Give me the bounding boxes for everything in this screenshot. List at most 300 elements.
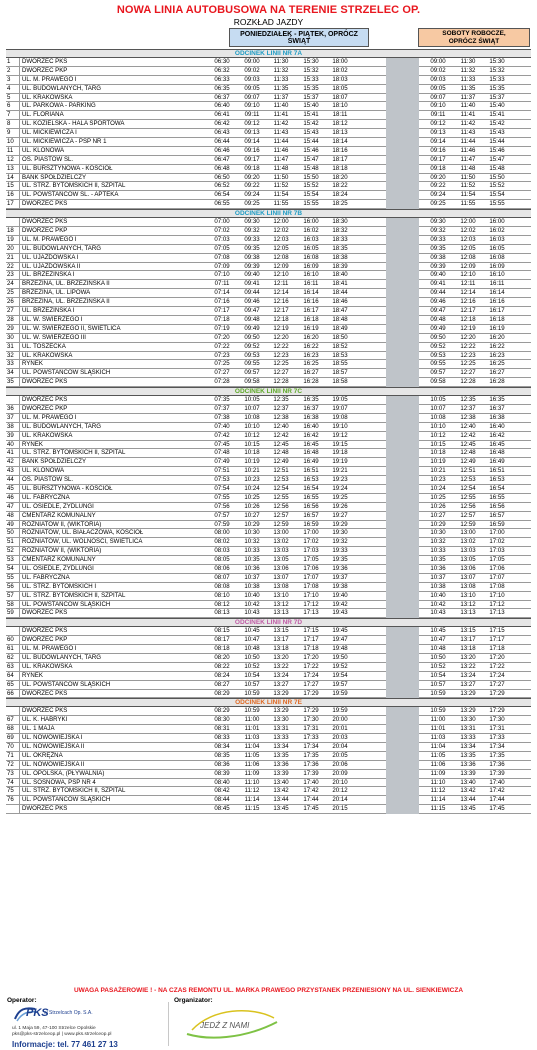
gap-column [386,396,419,405]
gap-column [386,449,419,458]
stop-number: 68 [6,725,20,733]
table-row [6,752,531,761]
table-row [6,58,531,67]
saturday-time: 16:27 [489,369,505,377]
saturday-time: 16:02 [489,227,505,235]
saturday-time: 17:00 [489,529,505,537]
weekday-time: 16:05 [303,244,319,252]
saturday-time: 12:51 [460,467,476,475]
stop-number: 63 [6,663,20,671]
weekday-time: 06:40 [214,102,230,110]
stop-number: 21 [6,254,20,262]
weekday-time: 07:57 [214,511,230,519]
saturday-time: 13:44 [460,796,476,804]
weekday-time: 12:54 [273,484,289,492]
footer-divider [168,1002,169,1046]
gap-column [386,378,419,387]
weekday-time: 08:17 [214,636,230,644]
saturday-time: 16:11 [489,280,505,288]
saturday-time: 09:53 [430,351,446,359]
gap-column [386,369,419,378]
saturday-time: 11:37 [460,93,476,101]
saturday-time: 16:22 [489,342,505,350]
saturday-time: 11:01 [430,725,446,733]
stop-number: 30 [6,334,20,342]
saturday-time: 17:39 [489,769,505,777]
saturday-time: 17:27 [489,680,505,688]
operator-contact: pks@pks-strzelceop.pl | www.pks.strzelceop.pl [12,1032,112,1037]
saturday-time: 15:37 [489,93,505,101]
weekday-time: 17:13 [303,609,319,617]
table-row [6,423,531,432]
weekday-time: 08:30 [214,716,230,724]
saturday-time: 11:05 [430,751,446,759]
saturday-time: 11:48 [460,164,476,172]
gap-column [386,690,419,699]
weekday-time: 09:39 [244,262,260,270]
saturday-time: 12:59 [460,520,476,528]
saturday-time: 16:20 [489,333,505,341]
table-row [6,218,531,227]
saturday-time: 11:03 [430,734,446,742]
weekday-time: 11:01 [244,725,260,733]
stop-number: 60 [6,636,20,644]
weekday-time: 12:53 [273,476,289,484]
weekday-time: 11:55 [273,200,289,208]
saturday-time: 16:05 [489,244,505,252]
saturday-time: 16:42 [489,431,505,439]
saturday-time: 12:37 [460,404,476,412]
weekday-time: 11:12 [244,787,260,795]
stop-number: 64 [6,672,20,680]
weekday-time: 12:20 [273,333,289,341]
saturday-time: 12:28 [460,378,476,386]
weekday-time: 09:07 [244,93,260,101]
weekday-time: 11:32 [273,66,289,74]
saturday-time: 12:11 [460,280,476,288]
gap-column [386,521,419,530]
weekday-time: 08:22 [214,662,230,670]
stop-name: UL. KRAKOWSKA [22,351,73,359]
weekday-time: 07:16 [214,298,230,306]
saturday-time: 16:54 [489,484,505,492]
weekday-time: 13:22 [273,662,289,670]
weekday-time: 08:06 [214,564,230,572]
stop-name: RYNEK [22,360,43,368]
stop-number: 73 [6,770,20,778]
gap-column [386,787,419,796]
stop-number [6,627,20,635]
weekday-time: 09:16 [244,146,260,154]
saturday-time: 13:30 [460,716,476,724]
weekday-time: 17:29 [303,689,319,697]
weekday-time: 12:49 [273,458,289,466]
weekday-time: 11:09 [244,769,260,777]
stop-name: OS. PIASTÓW ŚL. [22,476,74,484]
saturday-time: 16:56 [489,502,505,510]
stop-name: UL. STRZ. BYTOMSKICH II, SZPITAL [22,591,126,599]
stop-number: 13 [6,165,20,173]
saturday-time: 13:00 [460,529,476,537]
saturday-time: 12:48 [460,449,476,457]
saturday-time: 17:42 [489,787,505,795]
saturday-time: 15:42 [489,120,505,128]
saturday-time: 09:48 [430,315,446,323]
weekday-time: 19:32 [332,538,348,546]
weekday-time: 17:35 [303,751,319,759]
saturday-time: 16:10 [489,271,505,279]
stop-number: 55 [6,574,20,582]
gap-column [386,485,419,494]
saturday-time: 13:05 [460,556,476,564]
stop-name: UL. M. PRAWEGO I [22,645,77,653]
table-row [6,547,531,556]
gap-column [386,796,419,805]
stop-name: BRZEZINA, UL. BRZEZIŃSKA II [22,280,110,288]
table-row [6,67,531,76]
table-row [6,796,531,805]
saturday-time: 13:08 [460,582,476,590]
table-row [6,94,531,103]
weekday-time: 07:17 [214,307,230,315]
weekday-time: 16:42 [303,431,319,439]
stop-number: 45 [6,485,20,493]
gap-column [386,556,419,565]
weekday-time: 15:46 [303,146,319,154]
weekday-time: 10:15 [244,440,260,448]
saturday-time: 13:40 [460,778,476,786]
weekday-time: 13:42 [273,787,289,795]
gap-column [386,779,419,788]
section-header: ODCINEK LINII NR 7A [6,49,531,58]
weekday-time: 15:30 [303,58,319,65]
stop-name: UL. BURSZTYNOWA - KOŚCIÓŁ [22,164,113,172]
weekday-time: 17:45 [303,805,319,813]
weekday-time: 18:58 [332,378,348,386]
weekday-time: 09:30 [244,218,260,226]
weekday-time: 12:10 [273,271,289,279]
weekday-time: 16:40 [303,422,319,430]
weekday-time: 13:33 [273,734,289,742]
table-row [6,565,531,574]
saturday-time: 11:14 [430,796,446,804]
stop-name: ROŻNIATÓW, UL. WOLNOŚCI, ŚWIETLICA [22,538,143,546]
gap-column [386,307,419,316]
stop-name: ROŻNIATÓW II, (WIKTORIA) [22,520,102,528]
saturday-time: 09:25 [430,200,446,208]
saturday-time: 16:08 [489,253,505,261]
organizer-logo-text: JEDŹ Z NAMI [200,1021,250,1030]
weekday-time: 08:00 [214,529,230,537]
gap-column [386,725,419,734]
saturday-time: 15:30 [489,58,505,65]
section-header: ODCINEK LINII NR 7C [6,387,531,396]
weekday-time: 19:27 [332,511,348,519]
weekday-time: 07:40 [214,422,230,430]
weekday-time: 13:34 [273,743,289,751]
gap-column [386,476,419,485]
weekday-time: 09:50 [244,333,260,341]
stop-number: 52 [6,547,20,555]
table-row [6,360,531,369]
weekday-time: 16:55 [303,493,319,501]
saturday-time: 16:38 [489,413,505,421]
stop-name: UL. UJAZDOWSKA I [22,253,79,261]
weekday-time: 16:02 [303,227,319,235]
gap-column [386,601,419,610]
saturday-time: 09:10 [430,102,446,110]
saturday-time: 16:18 [489,315,505,323]
saturday-time: 16:59 [489,520,505,528]
weekday-time: 13:35 [273,751,289,759]
stop-number: 46 [6,494,20,502]
saturday-time: 10:21 [430,467,446,475]
saturday-time: 13:18 [460,645,476,653]
saturday-time: 13:29 [460,707,476,715]
weekday-time: 20:00 [332,716,348,724]
stop-name: UL. KRAKOWSKA [22,662,73,670]
stop-number: 65 [6,681,20,689]
table-row [6,556,531,565]
gap-column [386,138,419,147]
stop-number: 36 [6,405,20,413]
stop-name: UL. M. PRAWEGO I [22,75,77,83]
weekday-time: 07:55 [214,493,230,501]
stop-number: 47 [6,503,20,511]
saturday-time: 13:24 [460,671,476,679]
weekday-time: 13:02 [273,538,289,546]
saturday-time: 09:05 [430,84,446,92]
stop-name: UL. OKRĘŻNA [22,751,63,759]
weekday-time: 18:20 [332,173,348,181]
weekday-time: 18:07 [332,93,348,101]
stop-number: 4 [6,85,20,93]
saturday-time: 15:33 [489,75,505,83]
table-row [6,485,531,494]
weekday-time: 19:54 [332,671,348,679]
weekday-time: 09:33 [244,235,260,243]
weekday-time: 10:33 [244,547,260,555]
saturday-time: 13:34 [460,743,476,751]
saturday-time: 17:07 [489,573,505,581]
weekday-time: 12:09 [273,262,289,270]
weekday-time: 06:33 [214,75,230,83]
operator-name: PKS [26,1007,49,1019]
saturday-time: 13:45 [460,805,476,813]
stop-name: BANK SPÓŁDZIELCZY [22,173,87,181]
saturday-time: 12:18 [460,315,476,323]
weekday-time: 07:20 [214,333,230,341]
operator-address: ul. 1 Maja 59, 47-100 Strzelce Opolskie [12,1026,96,1031]
weekday-time: 09:57 [244,369,260,377]
weekday-time: 16:10 [303,271,319,279]
saturday-time: 16:48 [489,449,505,457]
gap-column [386,547,419,556]
saturday-time: 17:20 [489,654,505,661]
stop-name: UL. STRZ. BYTOMSKICH II, SZPITAL [22,787,126,795]
weekday-time: 18:30 [332,218,348,226]
stop-name: UL. W. ŚWIERZEGO II, ŚWIETLICA [22,324,121,332]
weekday-time: 13:13 [273,609,289,617]
stop-number: 59 [6,609,20,617]
weekday-time: 10:36 [244,564,260,572]
weekday-time: 19:48 [332,645,348,653]
weekday-time: 07:03 [214,235,230,243]
saturday-time: 15:54 [489,191,505,199]
saturday-time: 12:10 [460,271,476,279]
saturday-time: 12:03 [460,235,476,243]
saturday-time: 12:42 [460,431,476,439]
weekday-time: 19:08 [332,413,348,421]
weekday-time: 11:52 [273,182,289,190]
table-row [6,200,531,209]
weekday-time: 07:45 [214,440,230,448]
stop-name: UL. BRZEZIŃSKA I [22,271,75,279]
saturday-time: 11:52 [460,182,476,190]
section-header: ODCINEK LINII NR 7D [6,618,531,627]
weekday-time: 07:10 [214,271,230,279]
weekday-time: 12:42 [273,431,289,439]
weekday-time: 16:27 [303,369,319,377]
stop-name: UL. PARKOWA - PARKING [22,102,96,110]
weekday-time: 16:57 [303,511,319,519]
stop-number: 71 [6,752,20,760]
weekday-header: PONIEDZIAŁEK - PIĄTEK, OPRÓCZ ŚWIĄT [229,28,369,47]
weekday-time: 18:32 [332,227,348,235]
gap-column [386,672,419,681]
weekday-time: 18:25 [332,200,348,208]
saturday-time: 12:55 [460,493,476,501]
table-row [6,325,531,334]
weekday-time: 12:37 [273,404,289,412]
saturday-time: 17:35 [489,751,505,759]
weekday-time: 18:10 [332,102,348,110]
weekday-time: 11:33 [273,75,289,83]
weekday-time: 12:19 [273,324,289,332]
saturday-time: 11:10 [430,778,446,786]
weekday-time: 09:46 [244,298,260,306]
weekday-time: 17:03 [303,547,319,555]
table-row [6,529,531,538]
weekday-time: 17:00 [303,529,319,537]
table-row [6,654,531,663]
gap-column [386,182,419,191]
weekday-time: 06:35 [214,84,230,92]
saturday-header-line2: OPRÓCZ ŚWIĄT [448,37,500,45]
stop-name: UL. BUDOWLANYCH, TARG [22,654,102,661]
weekday-time: 16:11 [303,280,319,288]
saturday-time: 12:00 [460,218,476,226]
weekday-time: 11:05 [244,751,260,759]
stop-name: DWORZEC PKS [22,378,68,386]
saturday-time: 16:25 [489,360,505,368]
gap-column [386,627,419,636]
saturday-time: 10:43 [430,609,446,617]
stop-number: 14 [6,174,20,182]
weekday-time: 07:49 [214,458,230,466]
saturday-time: 11:46 [460,146,476,154]
stop-name: CMENTARZ KOMUNALNY [22,511,96,519]
weekday-time: 17:12 [303,600,319,608]
section-header: ODCINEK LINII NR 7B [6,209,531,218]
weekday-time: 13:27 [273,680,289,688]
table-row [6,538,531,547]
weekday-time: 18:38 [332,253,348,261]
weekday-time: 09:13 [244,129,260,137]
gap-column [386,761,419,770]
stop-name: RYNEK [22,671,43,679]
saturday-time: 16:49 [489,458,505,466]
weekday-time: 15:41 [303,111,319,119]
weekday-time: 09:44 [244,289,260,297]
stop-name: DWORZEC PKS [22,396,68,404]
table-row [6,609,531,618]
weekday-time: 12:08 [273,253,289,261]
saturday-time: 13:12 [460,600,476,608]
saturday-time: 10:57 [430,680,446,688]
stop-name: UL. SOSNOWA, PSP NR 4 [22,778,96,786]
weekday-time: 18:39 [332,262,348,270]
weekday-time: 16:48 [303,449,319,457]
weekday-time: 17:27 [303,680,319,688]
table-row [6,787,531,796]
saturday-time: 11:54 [460,191,476,199]
weekday-time: 16:28 [303,378,319,386]
saturday-time: 12:25 [460,360,476,368]
weekday-time: 10:27 [244,511,260,519]
weekday-time: 06:32 [214,66,230,74]
weekday-time: 07:23 [214,351,230,359]
saturday-time: 12:45 [460,440,476,448]
weekday-time: 11:10 [244,778,260,786]
weekday-time: 13:08 [273,582,289,590]
weekday-time: 15:40 [303,102,319,110]
stop-number: 3 [6,76,20,84]
saturday-time: 10:59 [430,689,446,697]
weekday-time: 08:35 [214,751,230,759]
weekday-time: 06:37 [214,93,230,101]
weekday-time: 09:58 [244,378,260,386]
stop-number: 38 [6,423,20,431]
saturday-time: 13:20 [460,654,476,661]
stop-name: UL. OPOLSKA, (PŁYWALNIA) [22,769,105,777]
weekday-time: 17:42 [303,787,319,795]
weekday-time: 10:12 [244,431,260,439]
stop-number: 26 [6,298,20,306]
weekday-time: 09:24 [244,191,260,199]
weekday-time: 11:40 [273,102,289,110]
weekday-time: 17:40 [303,778,319,786]
weekday-time: 10:19 [244,458,260,466]
weekday-time: 07:05 [214,244,230,252]
table-row [6,636,531,645]
weekday-time: 17:10 [303,591,319,599]
weekday-time: 09:40 [244,271,260,279]
saturday-time: 11:55 [460,200,476,208]
saturday-time: 10:42 [430,600,446,608]
weekday-time: 16:18 [303,315,319,323]
saturday-time: 10:33 [430,547,446,555]
table-row [6,352,531,361]
table-row [6,174,531,183]
weekday-time: 19:43 [332,609,348,617]
weekday-time: 10:47 [244,636,260,644]
stop-number: 19 [6,236,20,244]
saturday-time: 13:33 [460,734,476,742]
stop-name: UL. KOZIELSKA - HALA SPORTOWA [22,120,125,128]
weekday-time: 12:02 [273,227,289,235]
stop-number: 41 [6,449,20,457]
